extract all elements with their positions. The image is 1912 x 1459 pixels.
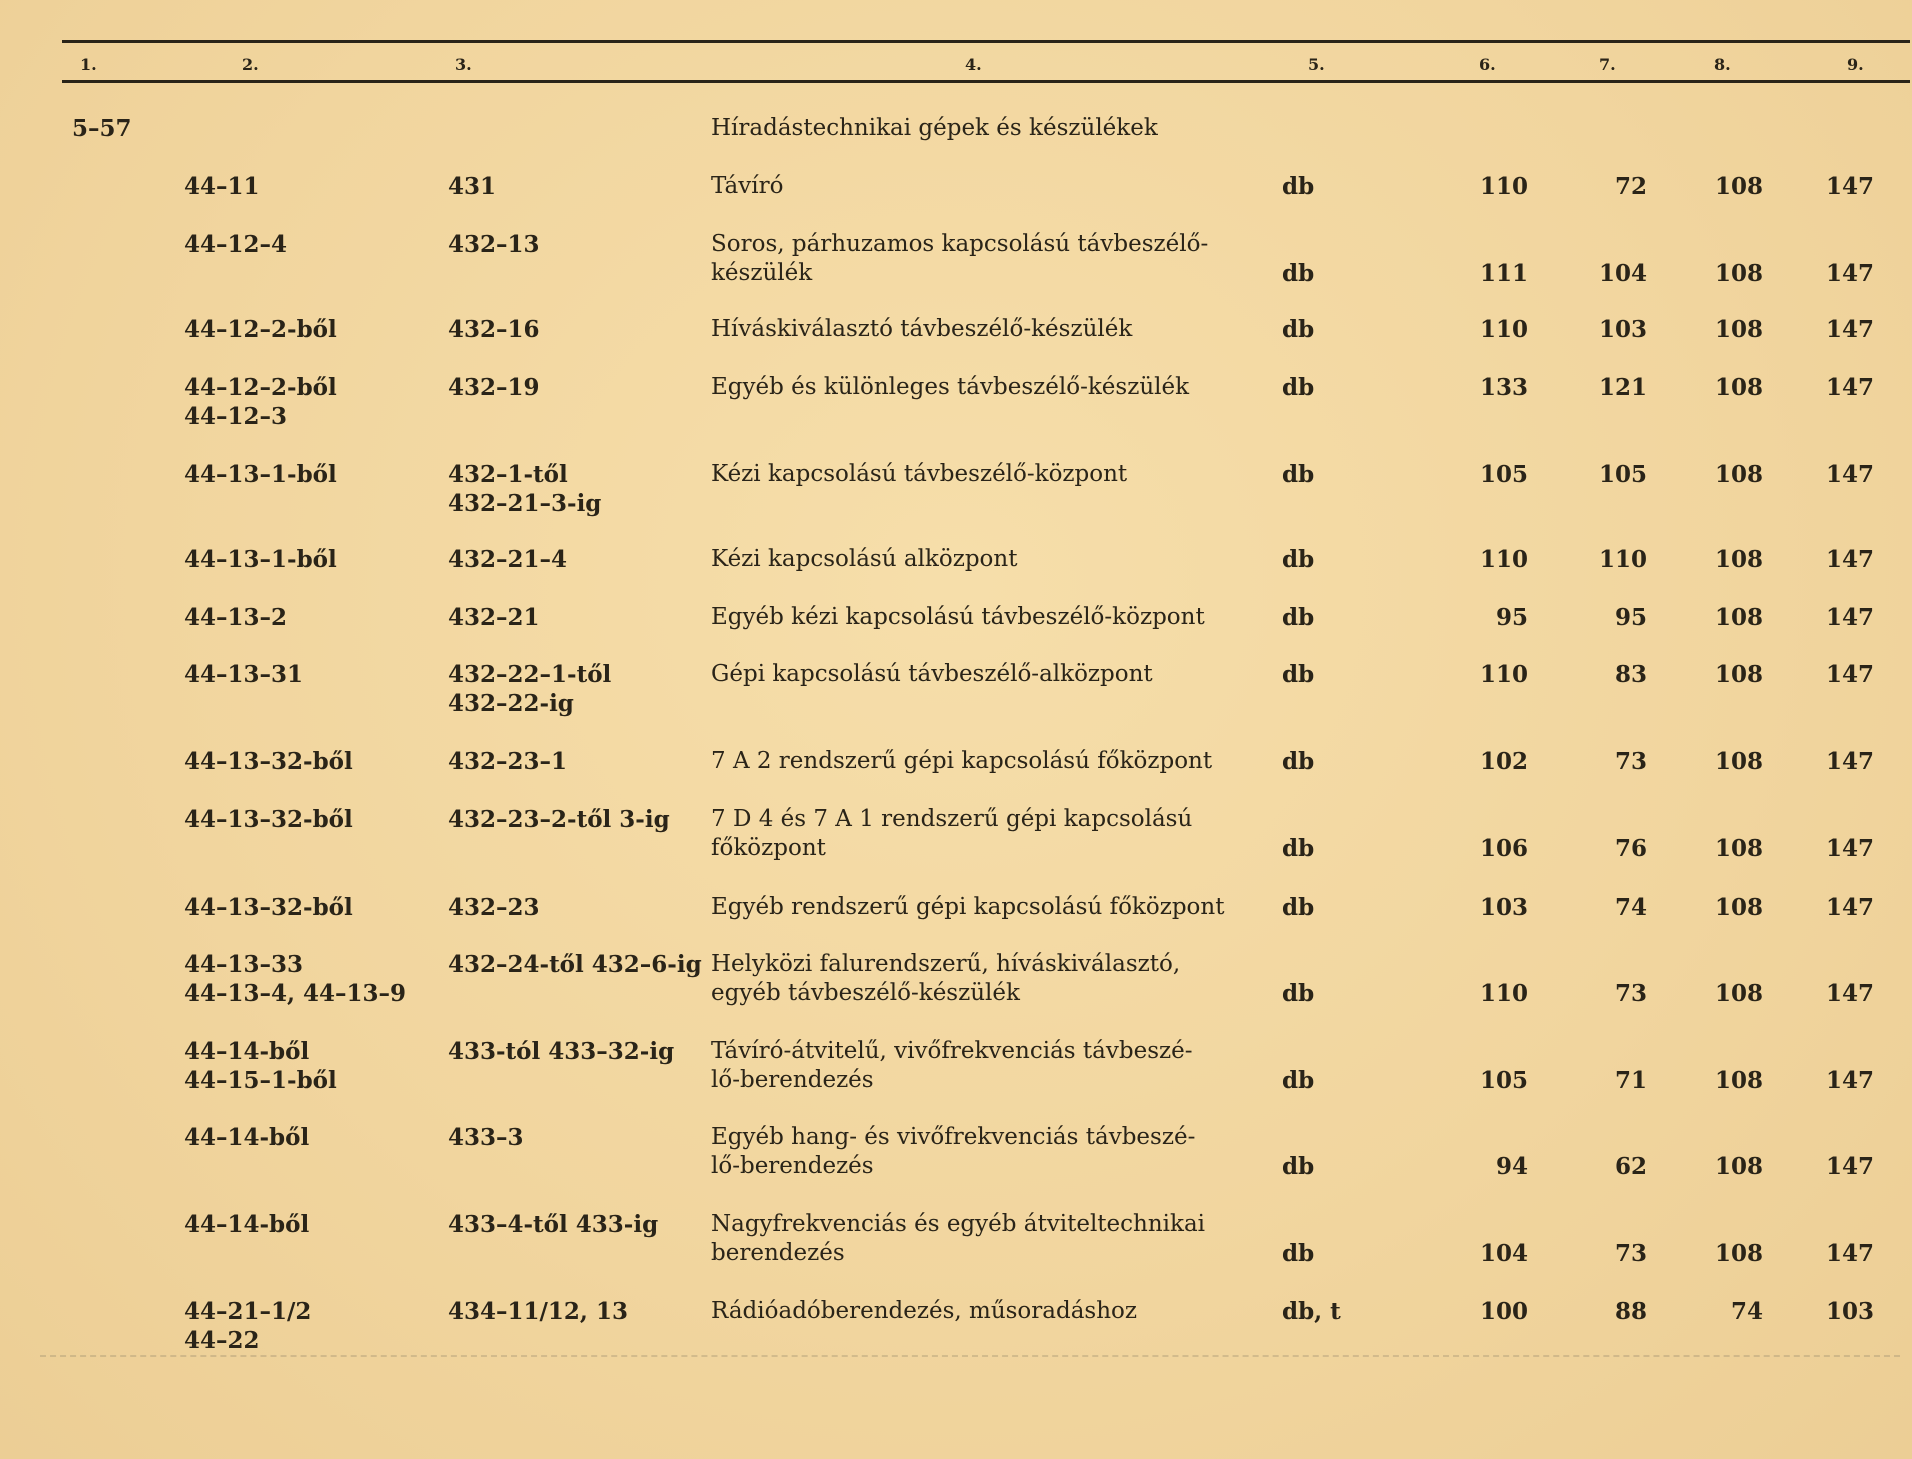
- row-15-c7: 73: [1614, 1240, 1647, 1267]
- row-15-c2: 44–14-ből: [184, 1211, 310, 1238]
- row-15-c5: db: [1282, 1240, 1315, 1267]
- row-10-c8: 108: [1714, 835, 1763, 862]
- row-16-c3: 434–11/12, 13: [448, 1298, 628, 1325]
- row-5-c4: Kézi kapcsolású távbeszélő-központ: [711, 461, 1128, 487]
- row-7-c2: 44–13–2: [184, 604, 288, 631]
- row-9-c2: 44–13–32-ből: [184, 748, 353, 775]
- row-9-c4: 7 A 2 rendszerű gépi kapcsolású főközpont: [711, 748, 1213, 774]
- row-9-c5: db: [1282, 748, 1315, 775]
- row-3-c7: 103: [1598, 316, 1647, 343]
- row-5-c2: 44–13–1-ből: [184, 461, 337, 488]
- section-title: Híradástechnikai gépek és készülékek: [711, 115, 1158, 141]
- row-4-c6: 133: [1479, 374, 1528, 401]
- row-4-c8: 108: [1714, 374, 1763, 401]
- row-14-c6: 94: [1495, 1153, 1528, 1180]
- row-11-c6: 103: [1479, 894, 1528, 921]
- row-10-c6: 106: [1479, 835, 1528, 862]
- column-header-8: 8.: [1714, 55, 1731, 74]
- row-11-c8: 108: [1714, 894, 1763, 921]
- row-12-c4: Helyközi falurendszerű, híváskiválasztó, egyéb távbeszélő-készülék: [711, 951, 1181, 1006]
- row-6-c2: 44–13–1-ből: [184, 546, 337, 573]
- row-8-c7: 83: [1614, 661, 1647, 688]
- row-7-c3: 432–21: [448, 604, 540, 631]
- row-5-c5: db: [1282, 461, 1315, 488]
- section-code: 5–57: [72, 115, 132, 142]
- row-2-c5: db: [1282, 260, 1315, 287]
- row-16-c5: db, t: [1282, 1298, 1341, 1325]
- row-6-c3: 432–21–4: [448, 546, 568, 573]
- row-1-c4: Távíró: [711, 173, 784, 199]
- row-5-c3: 432–1-től 432–21–3-ig: [448, 461, 602, 517]
- row-1-c3: 431: [448, 173, 497, 200]
- row-13-c2: 44–14-ből 44–15–1-ből: [184, 1038, 337, 1094]
- row-4-c7: 121: [1598, 374, 1647, 401]
- row-3-c9: 147: [1825, 316, 1874, 343]
- page-fold-line: [40, 1355, 1900, 1359]
- row-2-c8: 108: [1714, 260, 1763, 287]
- header-bottom-rule: [62, 80, 1910, 83]
- row-9-c9: 147: [1825, 748, 1874, 775]
- row-10-c2: 44–13–32-ből: [184, 806, 353, 833]
- row-1-c5: db: [1282, 173, 1315, 200]
- row-6-c9: 147: [1825, 546, 1874, 573]
- row-11-c9: 147: [1825, 894, 1874, 921]
- row-8-c8: 108: [1714, 661, 1763, 688]
- row-16-c7: 88: [1614, 1298, 1647, 1325]
- row-14-c3: 433–3: [448, 1124, 524, 1151]
- row-5-c7: 105: [1598, 461, 1647, 488]
- row-15-c3: 433–4-től 433-ig: [448, 1211, 659, 1238]
- row-12-c9: 147: [1825, 980, 1874, 1007]
- row-10-c9: 147: [1825, 835, 1874, 862]
- row-14-c9: 147: [1825, 1153, 1874, 1180]
- row-12-c5: db: [1282, 980, 1315, 1007]
- row-6-c4: Kézi kapcsolású alközpont: [711, 546, 1018, 572]
- column-header-1: 1.: [80, 55, 97, 74]
- row-15-c9: 147: [1825, 1240, 1874, 1267]
- row-13-c3: 433-tól 433–32-ig: [448, 1038, 675, 1065]
- row-8-c6: 110: [1479, 661, 1528, 688]
- column-header-9: 9.: [1847, 55, 1864, 74]
- row-14-c4: Egyéb hang- és vivőfrekvenciás távbeszé- lő-berendezés: [711, 1124, 1196, 1179]
- row-11-c2: 44–13–32-ből: [184, 894, 353, 921]
- row-14-c5: db: [1282, 1153, 1315, 1180]
- row-11-c7: 74: [1614, 894, 1647, 921]
- row-3-c6: 110: [1479, 316, 1528, 343]
- row-12-c6: 110: [1479, 980, 1528, 1007]
- row-1-c2: 44–11: [184, 173, 260, 200]
- row-1-c9: 147: [1825, 173, 1874, 200]
- row-16-c8: 74: [1730, 1298, 1763, 1325]
- row-13-c4: Távíró-átvitelű, vivőfrekvenciás távbeszé- lő-berendezés: [711, 1038, 1193, 1093]
- row-2-c4: Soros, párhuzamos kapcsolású távbeszélő- készülék: [711, 231, 1209, 286]
- row-10-c7: 76: [1614, 835, 1647, 862]
- row-5-c8: 108: [1714, 461, 1763, 488]
- row-6-c8: 108: [1714, 546, 1763, 573]
- row-12-c7: 73: [1614, 980, 1647, 1007]
- row-16-c6: 100: [1479, 1298, 1528, 1325]
- row-7-c4: Egyéb kézi kapcsolású távbeszélő-központ: [711, 604, 1205, 630]
- row-10-c4: 7 D 4 és 7 A 1 rendszerű gépi kapcsolású főközpont: [711, 806, 1193, 861]
- row-12-c3: 432–24-től 432–6-ig: [448, 951, 702, 978]
- row-13-c7: 71: [1614, 1067, 1647, 1094]
- row-2-c9: 147: [1825, 260, 1874, 287]
- row-4-c9: 147: [1825, 374, 1874, 401]
- column-header-3: 3.: [455, 55, 472, 74]
- row-8-c3: 432–22–1-től 432–22-ig: [448, 661, 612, 717]
- row-13-c5: db: [1282, 1067, 1315, 1094]
- row-9-c7: 73: [1614, 748, 1647, 775]
- row-2-c3: 432–13: [448, 231, 540, 258]
- row-11-c5: db: [1282, 894, 1315, 921]
- row-11-c4: Egyéb rendszerű gépi kapcsolású főközpont: [711, 894, 1225, 920]
- row-1-c7: 72: [1614, 173, 1647, 200]
- row-3-c4: Híváskiválasztó távbeszélő-készülék: [711, 316, 1133, 342]
- row-9-c8: 108: [1714, 748, 1763, 775]
- row-6-c6: 110: [1479, 546, 1528, 573]
- row-1-c6: 110: [1479, 173, 1528, 200]
- row-8-c4: Gépi kapcsolású távbeszélő-alközpont: [711, 661, 1153, 687]
- row-2-c6: 111: [1479, 260, 1528, 287]
- row-6-c7: 110: [1598, 546, 1647, 573]
- row-9-c3: 432–23–1: [448, 748, 568, 775]
- row-8-c2: 44–13–31: [184, 661, 304, 688]
- row-3-c3: 432–16: [448, 316, 540, 343]
- row-16-c4: Rádióadóberendezés, műsoradáshoz: [711, 1298, 1138, 1324]
- column-header-5: 5.: [1308, 55, 1325, 74]
- row-3-c8: 108: [1714, 316, 1763, 343]
- row-7-c5: db: [1282, 604, 1315, 631]
- row-15-c6: 104: [1479, 1240, 1528, 1267]
- row-4-c5: db: [1282, 374, 1315, 401]
- row-8-c9: 147: [1825, 661, 1874, 688]
- column-header-2: 2.: [242, 55, 259, 74]
- row-11-c3: 432–23: [448, 894, 540, 921]
- row-13-c8: 108: [1714, 1067, 1763, 1094]
- row-14-c2: 44–14-ből: [184, 1124, 310, 1151]
- row-2-c7: 104: [1598, 260, 1647, 287]
- row-9-c6: 102: [1479, 748, 1528, 775]
- row-2-c2: 44–12–4: [184, 231, 288, 258]
- row-13-c6: 105: [1479, 1067, 1528, 1094]
- row-7-c7: 95: [1614, 604, 1647, 631]
- row-7-c6: 95: [1495, 604, 1528, 631]
- row-3-c5: db: [1282, 316, 1315, 343]
- row-5-c6: 105: [1479, 461, 1528, 488]
- row-14-c8: 108: [1714, 1153, 1763, 1180]
- row-12-c2: 44–13–33 44–13–4, 44–13–9: [184, 951, 407, 1007]
- row-4-c4: Egyéb és különleges távbeszélő-készülék: [711, 374, 1190, 400]
- row-12-c8: 108: [1714, 980, 1763, 1007]
- row-15-c8: 108: [1714, 1240, 1763, 1267]
- row-16-c9: 103: [1825, 1298, 1874, 1325]
- header-top-rule: [62, 40, 1910, 43]
- row-10-c3: 432–23–2-től 3-ig: [448, 806, 670, 833]
- column-header-4: 4.: [965, 55, 982, 74]
- row-15-c4: Nagyfrekvenciás és egyéb átviteltechnikai berendezés: [711, 1211, 1206, 1266]
- row-6-c5: db: [1282, 546, 1315, 573]
- row-14-c7: 62: [1614, 1153, 1647, 1180]
- row-10-c5: db: [1282, 835, 1315, 862]
- row-4-c3: 432–19: [448, 374, 540, 401]
- row-7-c8: 108: [1714, 604, 1763, 631]
- row-1-c8: 108: [1714, 173, 1763, 200]
- column-header-7: 7.: [1599, 55, 1616, 74]
- row-7-c9: 147: [1825, 604, 1874, 631]
- row-4-c2: 44–12–2-ből 44–12–3: [184, 374, 337, 430]
- row-8-c5: db: [1282, 661, 1315, 688]
- row-3-c2: 44–12–2-ből: [184, 316, 337, 343]
- row-5-c9: 147: [1825, 461, 1874, 488]
- column-header-6: 6.: [1479, 55, 1496, 74]
- row-13-c9: 147: [1825, 1067, 1874, 1094]
- row-16-c2: 44–21–1/2 44–22: [184, 1298, 312, 1354]
